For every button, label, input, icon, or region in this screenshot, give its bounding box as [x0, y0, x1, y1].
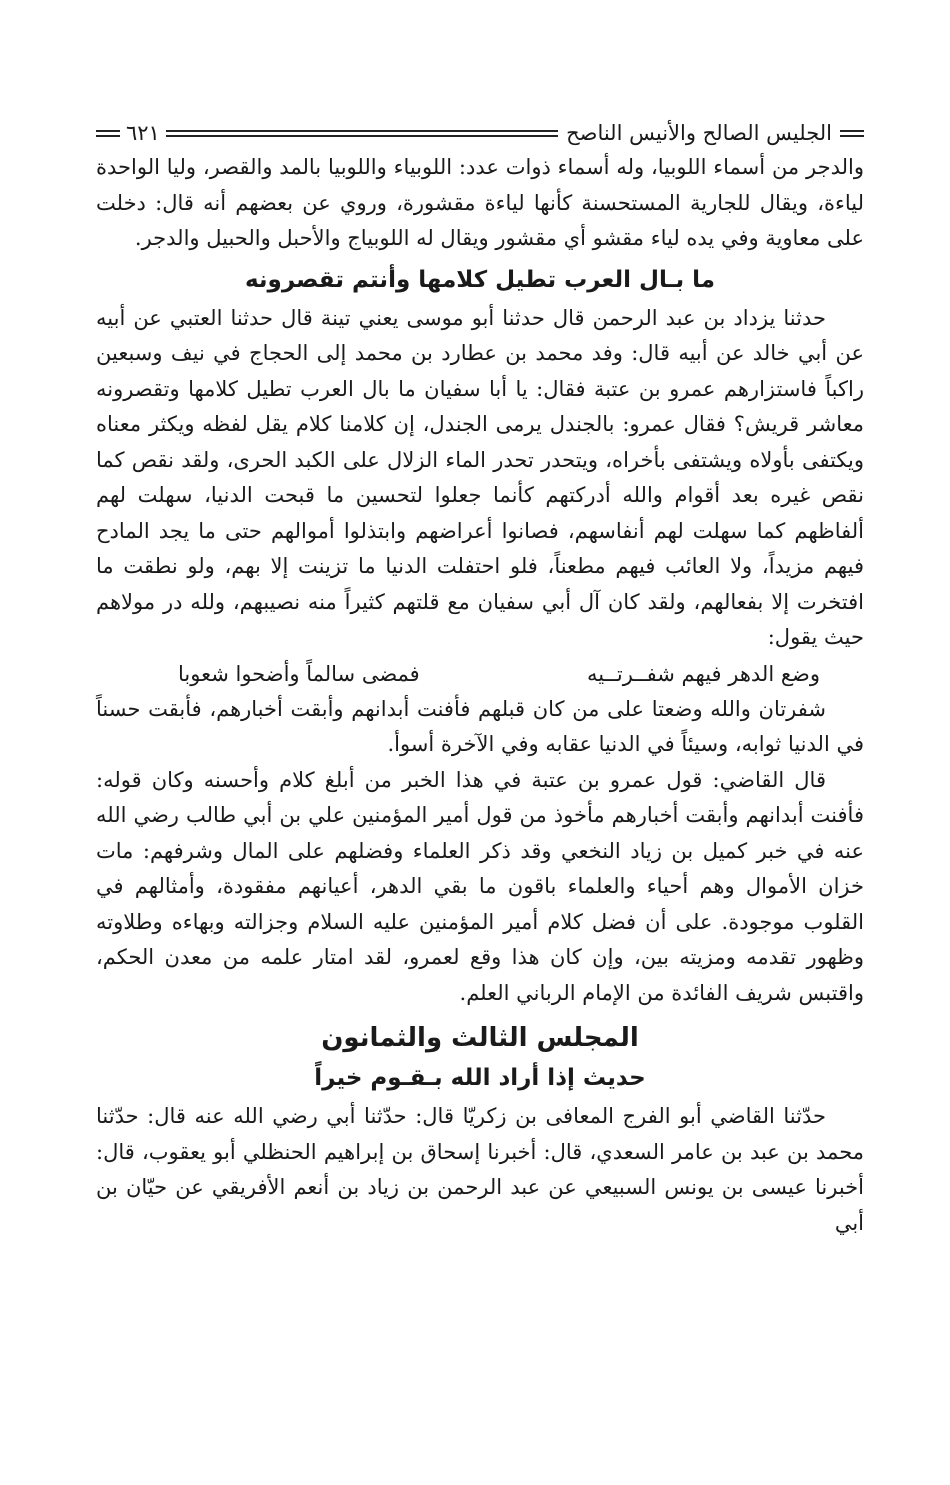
header-ornament-rule: [96, 130, 120, 137]
paragraph-shafratan: شفرتان والله وضعتا على من كان قبلهم فأفنت أبدانهم وأبقت أخبارهم، فأبقت حسناً في الدنيا ثوابه، وسيئاً في الدنيا عقابه وفي الآخرة أسوأ.: [96, 696, 864, 756]
paragraph-lubia: والدجر من أسماء اللوبيا، وله أسماء ذوات عدد: اللوبياء واللوبيا بالمد والقصر، وليا الواحدة لياءة، ويقال للجارية المستحسنة كأنها لياءة مقشورة، وروي عن بعضهم أنه قال: دخلت على معاوية وفي يده لياء مقشو أي مقشور ويقال له اللوبياج والأحبل والحبيل والدجر.: [96, 155, 864, 250]
page-number: ٦٢١: [126, 121, 160, 145]
section-heading-arab-speech: ما بـال العرب تطيل كلامها وأنتم تقصرونه: [244, 266, 716, 293]
verse-second-hemistich: فمضى سالماً وأضحوا شعوبا: [178, 661, 420, 686]
header-rule: [166, 130, 558, 137]
majlis-heading: المجلس الثالث والثمانون: [321, 1023, 639, 1053]
paragraph-hadith-yazdad: حدثنا يزداد بن عبد الرحمن قال حدثنا أبو موسى يعني تينة قال حدثنا العتبي عن أبيه عن أبي خالد عن أبيه قال: وفد محمد بن عطارد بن محمد إلى الحجاج في نيف وسبعين راكباً فاستزارهم عمرو بن عتبة فقال: يا أبا سفيان ما بال العرب تطيل كلامها وتقصرونه معاشر قريش؟ فقال عمرو: بالجندل يرمى الجندل، إن كلامنا كلام يقل لفظه ويكثر معناه ويكتفى بأولاه ويشتفى بأخراه، ويتحدر تحدر الماء الزلال على الكبد الحرى، ولقد نقص كما نقص غيره بعد أقوام والله أدركتهم كأنما جعلوا لتحسين ما قبحت الدنيا، سهلت لهم ألفاظهم كما سهلت لهم أنفاسهم، فصانوا أعراضهم وابتذلوا أموالهم حتى ما يجد المادح فيهم مزيداً، ولا العائب فيهم مطعناً، فلو احتفلت الدنيا ما تزينت إلا بهم، ولو نطقت ما افتخرت إلا بفعالهم، ولقد كان آل أبي سفيان مع قلتهم كثيراً منه نصيبهم، ولله در مولاهم حيث يقول:: [96, 305, 864, 649]
header-ornament-rule: [840, 130, 864, 137]
poetry-verse: [96, 656, 864, 692]
paragraph-isnad: حدّثنا القاضي أبو الفرج المعافى بن زكريّا قال: حدّثنا أبي رضي الله عنه قال: حدّثنا محمد بن عبد بن عامر السعدي، قال: أخبرنا إسحاق بن إبراهيم الحنظلي أبو يعقوب، قال: أخبرنا عيسى بن يونس السبيعي عن عبد الرحمن بن زياد بن أنعم الأفريقي عن حيّان بن أبي: [96, 1104, 864, 1235]
hadith-heading: حديث إذا أراد الله بـقـوم خيراً: [314, 1065, 646, 1091]
running-header: [96, 118, 864, 148]
verse-first-hemistich: وضع الدهر فيهم شفــرتــيه: [587, 661, 820, 686]
book-page: [96, 118, 864, 1241]
running-header-title: الجليس الصالح والأنيس الناصح: [566, 121, 832, 145]
paragraph-qadi-comment: قال القاضي: قول عمرو بن عتبة في هذا الخبر من أبلغ كلام وأحسنه وكان قوله: فأفنت أبدانهم وأبقت أخبارهم مأخوذ من قول أمير المؤمنين علي بن أبي طالب رضي الله عنه في خبر كميل بن زياد النخعي وقد ذكر العلماء وفضلهم على المال وشرفهم: مات خزان الأموال وهم أحياء والعلماء باقون ما بقي الدهر، أعيانهم مفقودة، وأمثالهم في القلوب موجودة. على أن فضل كلام أمير المؤمنين عليه السلام وجزالته وبهاءه وطلاوته وظهور تقدمه ومزيته بين، وإن كان هذا وقع لعمرو، لقد امتار علمه من معدن الحكم، واقتبس شريف الفائدة من الإمام الرباني العلم.: [96, 767, 864, 1005]
